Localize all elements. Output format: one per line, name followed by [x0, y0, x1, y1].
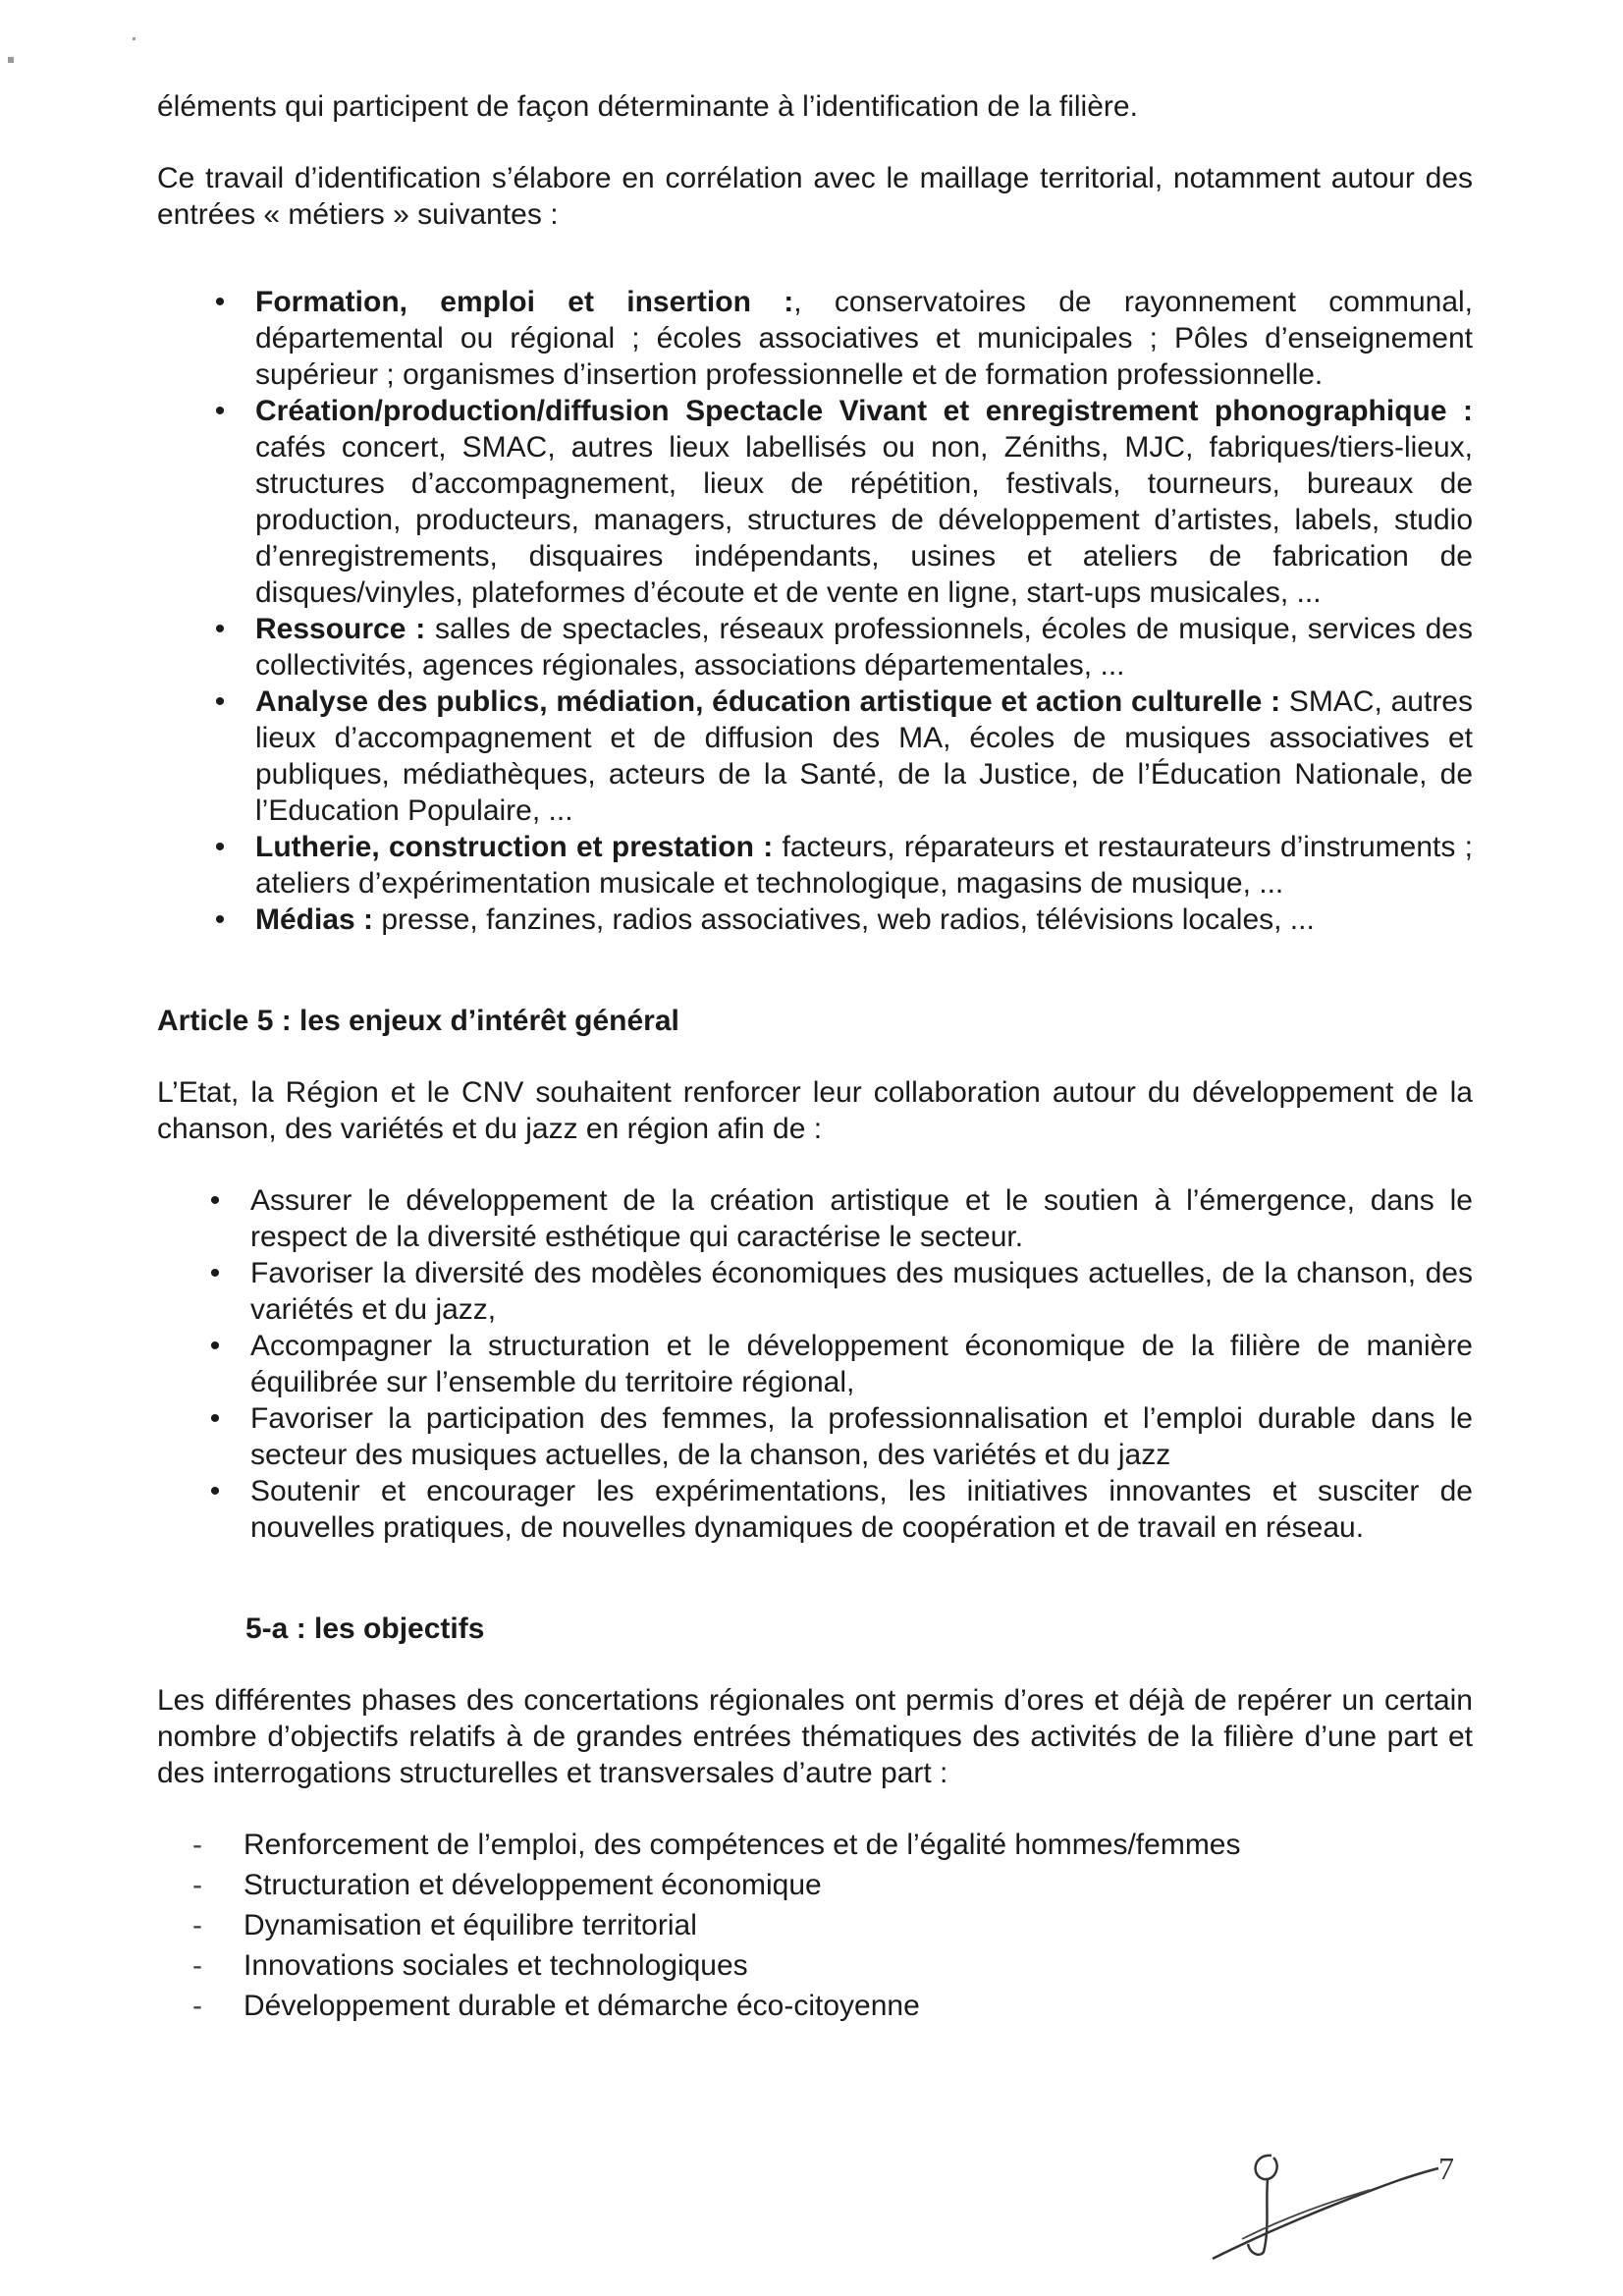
list-item [192, 1867, 1473, 1903]
article-5-heading: Article 5 : les enjeux d’intérêt général [157, 1005, 679, 1037]
intro-continuation: éléments qui participent de façon déterminante à l’identification de la filière. [157, 90, 1138, 123]
bullet-icon: • [214, 613, 226, 645]
bullet-icon: • [209, 1475, 221, 1507]
item-heading: Médias : [255, 903, 374, 936]
item-text: Accompagner la structuration et le développement économique de la filière de manière équilibrée sur l’ensemble du territoire régional, [250, 1330, 1473, 1398]
list-item [209, 1400, 1473, 1473]
item-text: cafés concert, SMAC, autres lieux labellisés ou non, Zéniths, MJC, fabriques/tiers-lieux, structures d’accompagnement, lieux de répétition, festivals, tourneurs, bureaux de production, producteurs, managers, structures de développement d’artistes, labels, studio d’enregistrements, disquaires indépendants, usines et ateliers de fabrication de disques/vinyles, plateformes d’écoute et de vente en ligne, start-ups musicales, ... [255, 431, 1473, 609]
dash-icon: - [192, 1990, 202, 2022]
document-body [157, 88, 1473, 2028]
article-5-intro: L’Etat, la Région et le CNV souhaitent renforcer leur collaboration autour du développement de la chanson, des variétés et du jazz en région afin de : [157, 1076, 1473, 1145]
list-item [209, 1182, 1473, 1255]
bullet-icon: • [209, 1402, 221, 1435]
bullet-icon: • [209, 1257, 221, 1289]
item-heading: Lutherie, construction et prestation : [255, 831, 774, 863]
item-heading: Ressource : [255, 613, 426, 645]
list-item [192, 1827, 1473, 1863]
bullet-icon: • [209, 1184, 221, 1217]
scan-speck [8, 57, 14, 63]
item-text: SMAC, autres lieux d’accompagnement et de diffusion des MA, écoles de musiques associatives et publiques, médiathèques, acteurs de la Santé, de la Justice, de l’Éducation Nationale, de l’Education Populaire, ... [255, 685, 1473, 827]
list-item [192, 1947, 1473, 1984]
handwritten-signature-icon [1203, 2136, 1448, 2264]
item-text: presse, fanzines, radios associatives, web radios, télévisions locales, ... [373, 903, 1315, 936]
item-text: Développement durable et démarche éco-citoyenne [243, 1990, 920, 2022]
list-item [214, 829, 1473, 902]
metiers-list [157, 284, 1473, 938]
item-text: Innovations sociales et technologiques [243, 1949, 748, 1982]
item-heading: Formation, emploi et insertion : [255, 286, 794, 318]
scan-speck [133, 37, 135, 40]
dash-icon: - [192, 1909, 202, 1941]
item-text: Renforcement de l’emploi, des compétences et de l’égalité hommes/femmes [243, 1829, 1241, 1861]
item-text: facteurs, réparateurs et restaurateurs d’instruments ; ateliers d’expérimentation musicale et technologique, magasins de musique, ... [255, 831, 1473, 900]
bullet-icon: • [214, 286, 226, 318]
list-item [192, 1988, 1473, 2024]
list-item [209, 1473, 1473, 1546]
list-item [214, 284, 1473, 393]
bullet-icon: • [214, 831, 226, 863]
item-text: Favoriser la diversité des modèles économiques des musiques actuelles, de la chanson, des variétés et du jazz, [250, 1257, 1473, 1326]
item-text: salles de spectacles, réseaux professionnels, écoles de musique, services des collectivités, agences régionales, associations départementales, ... [255, 613, 1473, 682]
bullet-icon: • [214, 395, 226, 427]
item-text: , conservatoires de rayonnement communal, départemental ou régional ; écoles associatives et municipales ; Pôles d’enseignement supérieur ; organismes d’insertion professionnelle et de formation professionnelle. [255, 286, 1473, 391]
dash-icon: - [192, 1949, 202, 1982]
item-text: Favoriser la participation des femmes, la professionnalisation et l’emploi durable dans le secteur des musiques actuelles, de la chanson, des variétés et du jazz [250, 1402, 1473, 1471]
list-item [209, 1255, 1473, 1328]
enjeux-list [157, 1182, 1473, 1546]
section-5a-heading: 5-a : les objectifs [245, 1613, 485, 1645]
item-heading: Création/production/diffusion Spectacle Vivant et enregistrement phonographique : [255, 395, 1473, 427]
dash-icon: - [192, 1869, 202, 1901]
objectifs-list [157, 1827, 1473, 2024]
list-item [209, 1328, 1473, 1400]
list-item [214, 393, 1473, 611]
item-text: Assurer le développement de la création artistique et le soutien à l’émergence, dans le respect de la diversité esthétique qui caractérise le secteur. [250, 1184, 1473, 1253]
list-item [192, 1907, 1473, 1943]
list-item [214, 683, 1473, 829]
dash-icon: - [192, 1829, 202, 1861]
section-5a-intro: Les différentes phases des concertations régionales ont permis d’ores et déjà de repérer un certain nombre d’objectifs relatifs à de grandes entrées thématiques des activités de la filière d’une part et des interrogations structurelles et transversales d’autre part : [157, 1684, 1473, 1789]
list-item [214, 902, 1473, 938]
page-number: 7 [1438, 2151, 1454, 2186]
item-heading: Analyse des publics, médiation, éducation artistique et action culturelle : [255, 685, 1281, 718]
item-text: Dynamisation et équilibre territorial [243, 1909, 697, 1941]
bullet-icon: • [214, 903, 226, 936]
item-text: Soutenir et encourager les expérimentations, les initiatives innovantes et susciter de nouvelles pratiques, de nouvelles dynamiques de coopération et de travail en réseau. [250, 1475, 1473, 1544]
list-item [214, 611, 1473, 683]
intro-paragraph: Ce travail d’identification s’élabore en corrélation avec le maillage territorial, notamment autour des entrées « métiers » suivantes : [157, 162, 1473, 231]
item-text: Structuration et développement économique [243, 1869, 822, 1901]
bullet-icon: • [209, 1330, 221, 1362]
bullet-icon: • [214, 685, 226, 718]
